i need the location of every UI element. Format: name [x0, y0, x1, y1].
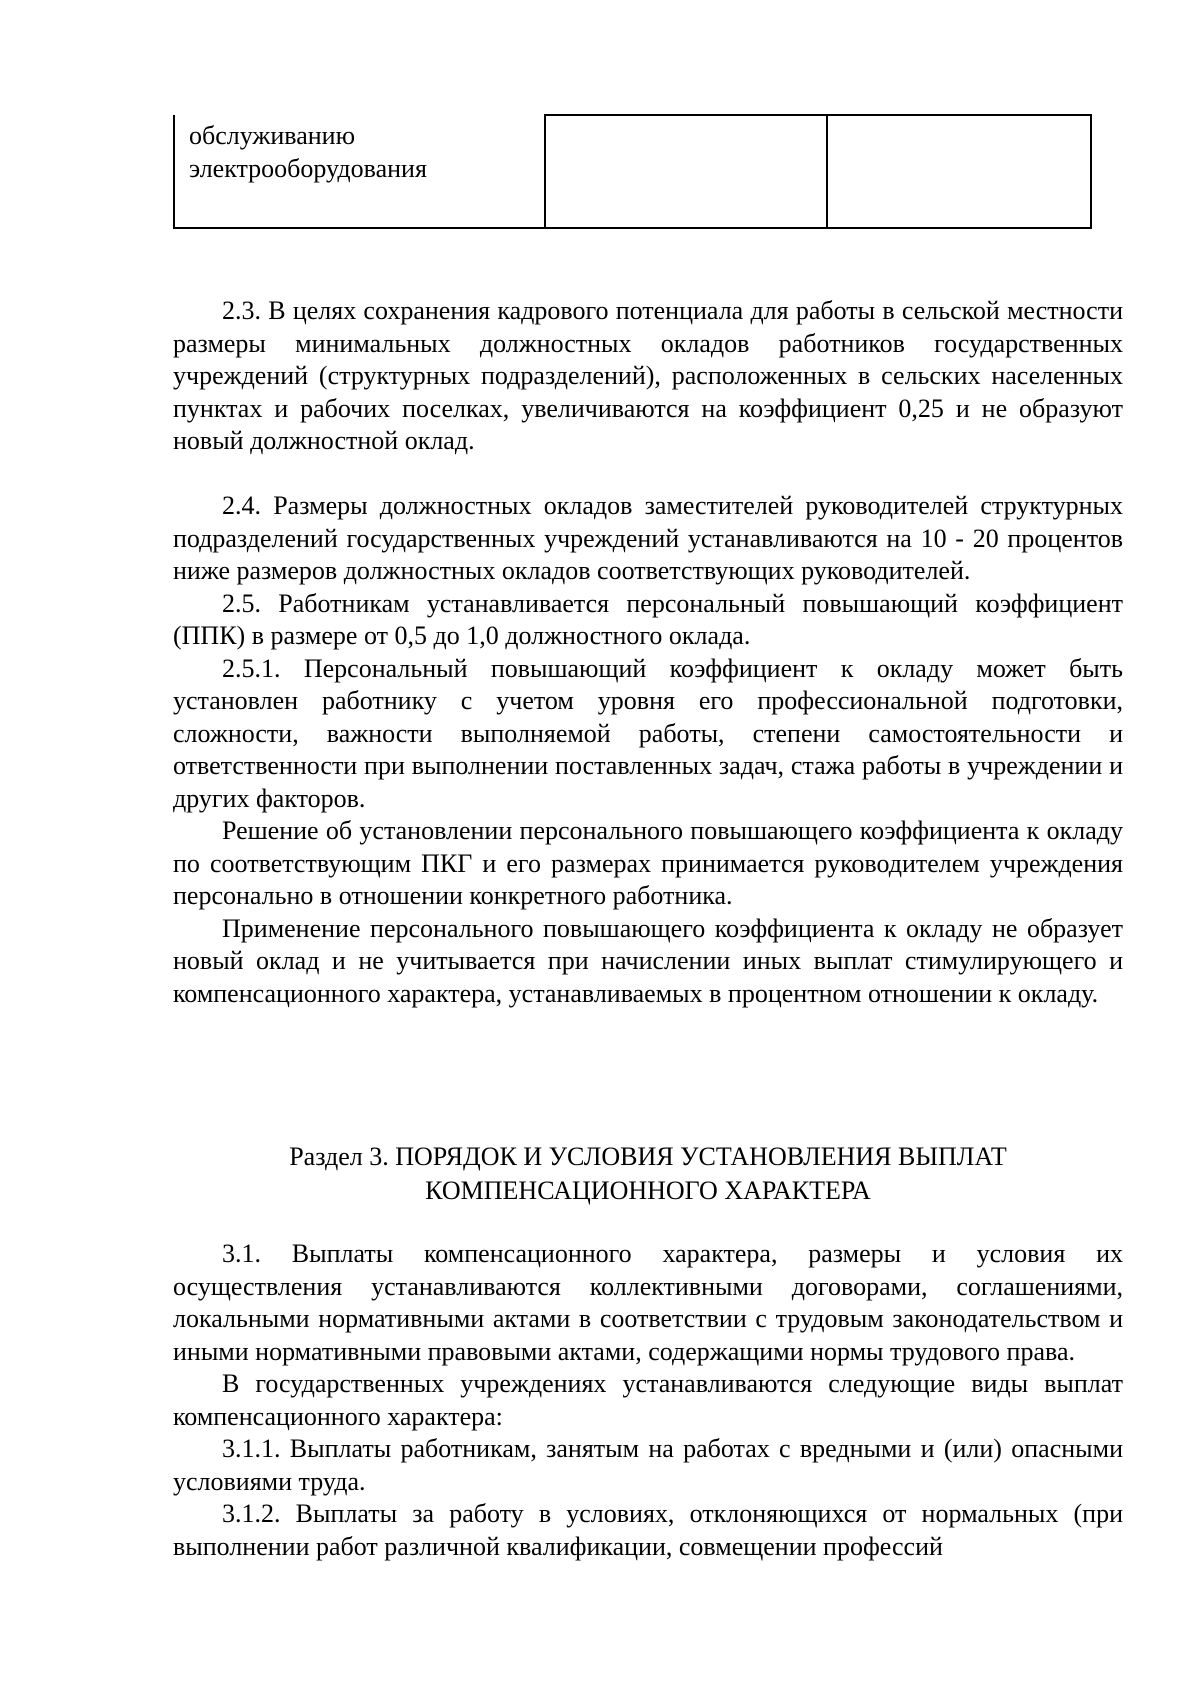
paragraph-2-5: 2.5. Работникам устанавливается персональный повышающий коэффициент (ППК) в размере от 0,5 до 1,0 должностного оклада. — [173, 588, 1123, 650]
paragraph-3-1-1: 3.1.1. Выплаты работникам, занятым на работах с вредными и (или) опасными условиями труда. — [173, 1434, 1123, 1496]
paragraph-block-2-4-2-5 — [173, 490, 1123, 1010]
paragraph-application: Применение персонального повышающего коэффициента к окладу не образует новый оклад и не учитывается при начислении иных выплат стимулирующего и компенсационного характера, устанавливаемых в процентном отношении к окладу. — [173, 913, 1123, 1008]
paragraph-3-1: 3.1. Выплаты компенсационного характера, размеры и условия их осуществления устанавливаются коллективными договорами, соглашениями, локальными нормативными актами в соответствии с трудовым законодательством и иными нормативными правовыми актами, содержащими нормы трудового права. — [173, 1239, 1123, 1366]
cell-text-line: электрооборудования — [189, 154, 427, 183]
table-row — [174, 115, 1091, 228]
paragraph-2-4: 2.4. Размеры должностных окладов заместителей руководителей структурных подразделений государственных учреждений устанавливаются на 10 - 20 процентов ниже размеров должностных окладов соответствующих руководителей. — [173, 491, 1123, 585]
table-cell-empty — [827, 115, 1091, 228]
table-cell-job-title — [174, 115, 545, 228]
table-cell-empty — [545, 115, 827, 228]
paragraph-2-3: 2.3. В целях сохранения кадрового потенциала для работы в сельской местности размеры минимальных должностных окладов работников государственных учреждений (структурных подразделений), расположенных в сельских населенных пунктах и рабочих поселках, увеличиваются на коэффициент 0,25 и не образуют новый должностной оклад. — [173, 296, 1123, 455]
heading-line: Раздел 3. ПОРЯДОК И УСЛОВИЯ УСТАНОВЛЕНИЯ ВЫПЛАТ — [289, 1142, 1007, 1171]
paragraph-2-5-1: 2.5.1. Персональный повышающий коэффициент к окладу может быть установлен работнику с учетом уровня его профессиональной подготовки, сложности, важности выполняемой работы, степени самостоятельности и ответственности при выполнении поставленных задач, стажа работы в учреждении и других факторов. — [173, 653, 1123, 813]
paragraph-block-2-3 — [173, 295, 1123, 458]
paragraph-types: В государственных учреждениях устанавливаются следующие виды выплат компенсационного характера: — [173, 1369, 1123, 1431]
paragraph-3-1-2: 3.1.2. Выплаты за работу в условиях, отклоняющихся от нормальных (при выполнении работ различной квалификации, совмещении профессий — [173, 1499, 1123, 1561]
heading-line: КОМПЕНСАЦИОННОГО ХАРАКТЕРА — [425, 1176, 871, 1205]
table-fragment — [173, 114, 1092, 229]
paragraph-decision: Решение об установлении персонального повышающего коэффициента к окладу по соответствующим ПКГ и его размерах принимается руководителем учреждения персонально в отношении конкретного работника. — [173, 816, 1123, 910]
section-3-heading — [173, 1140, 1123, 1208]
cell-text-line: обслуживанию — [189, 121, 356, 150]
paragraph-block-3 — [173, 1238, 1123, 1563]
